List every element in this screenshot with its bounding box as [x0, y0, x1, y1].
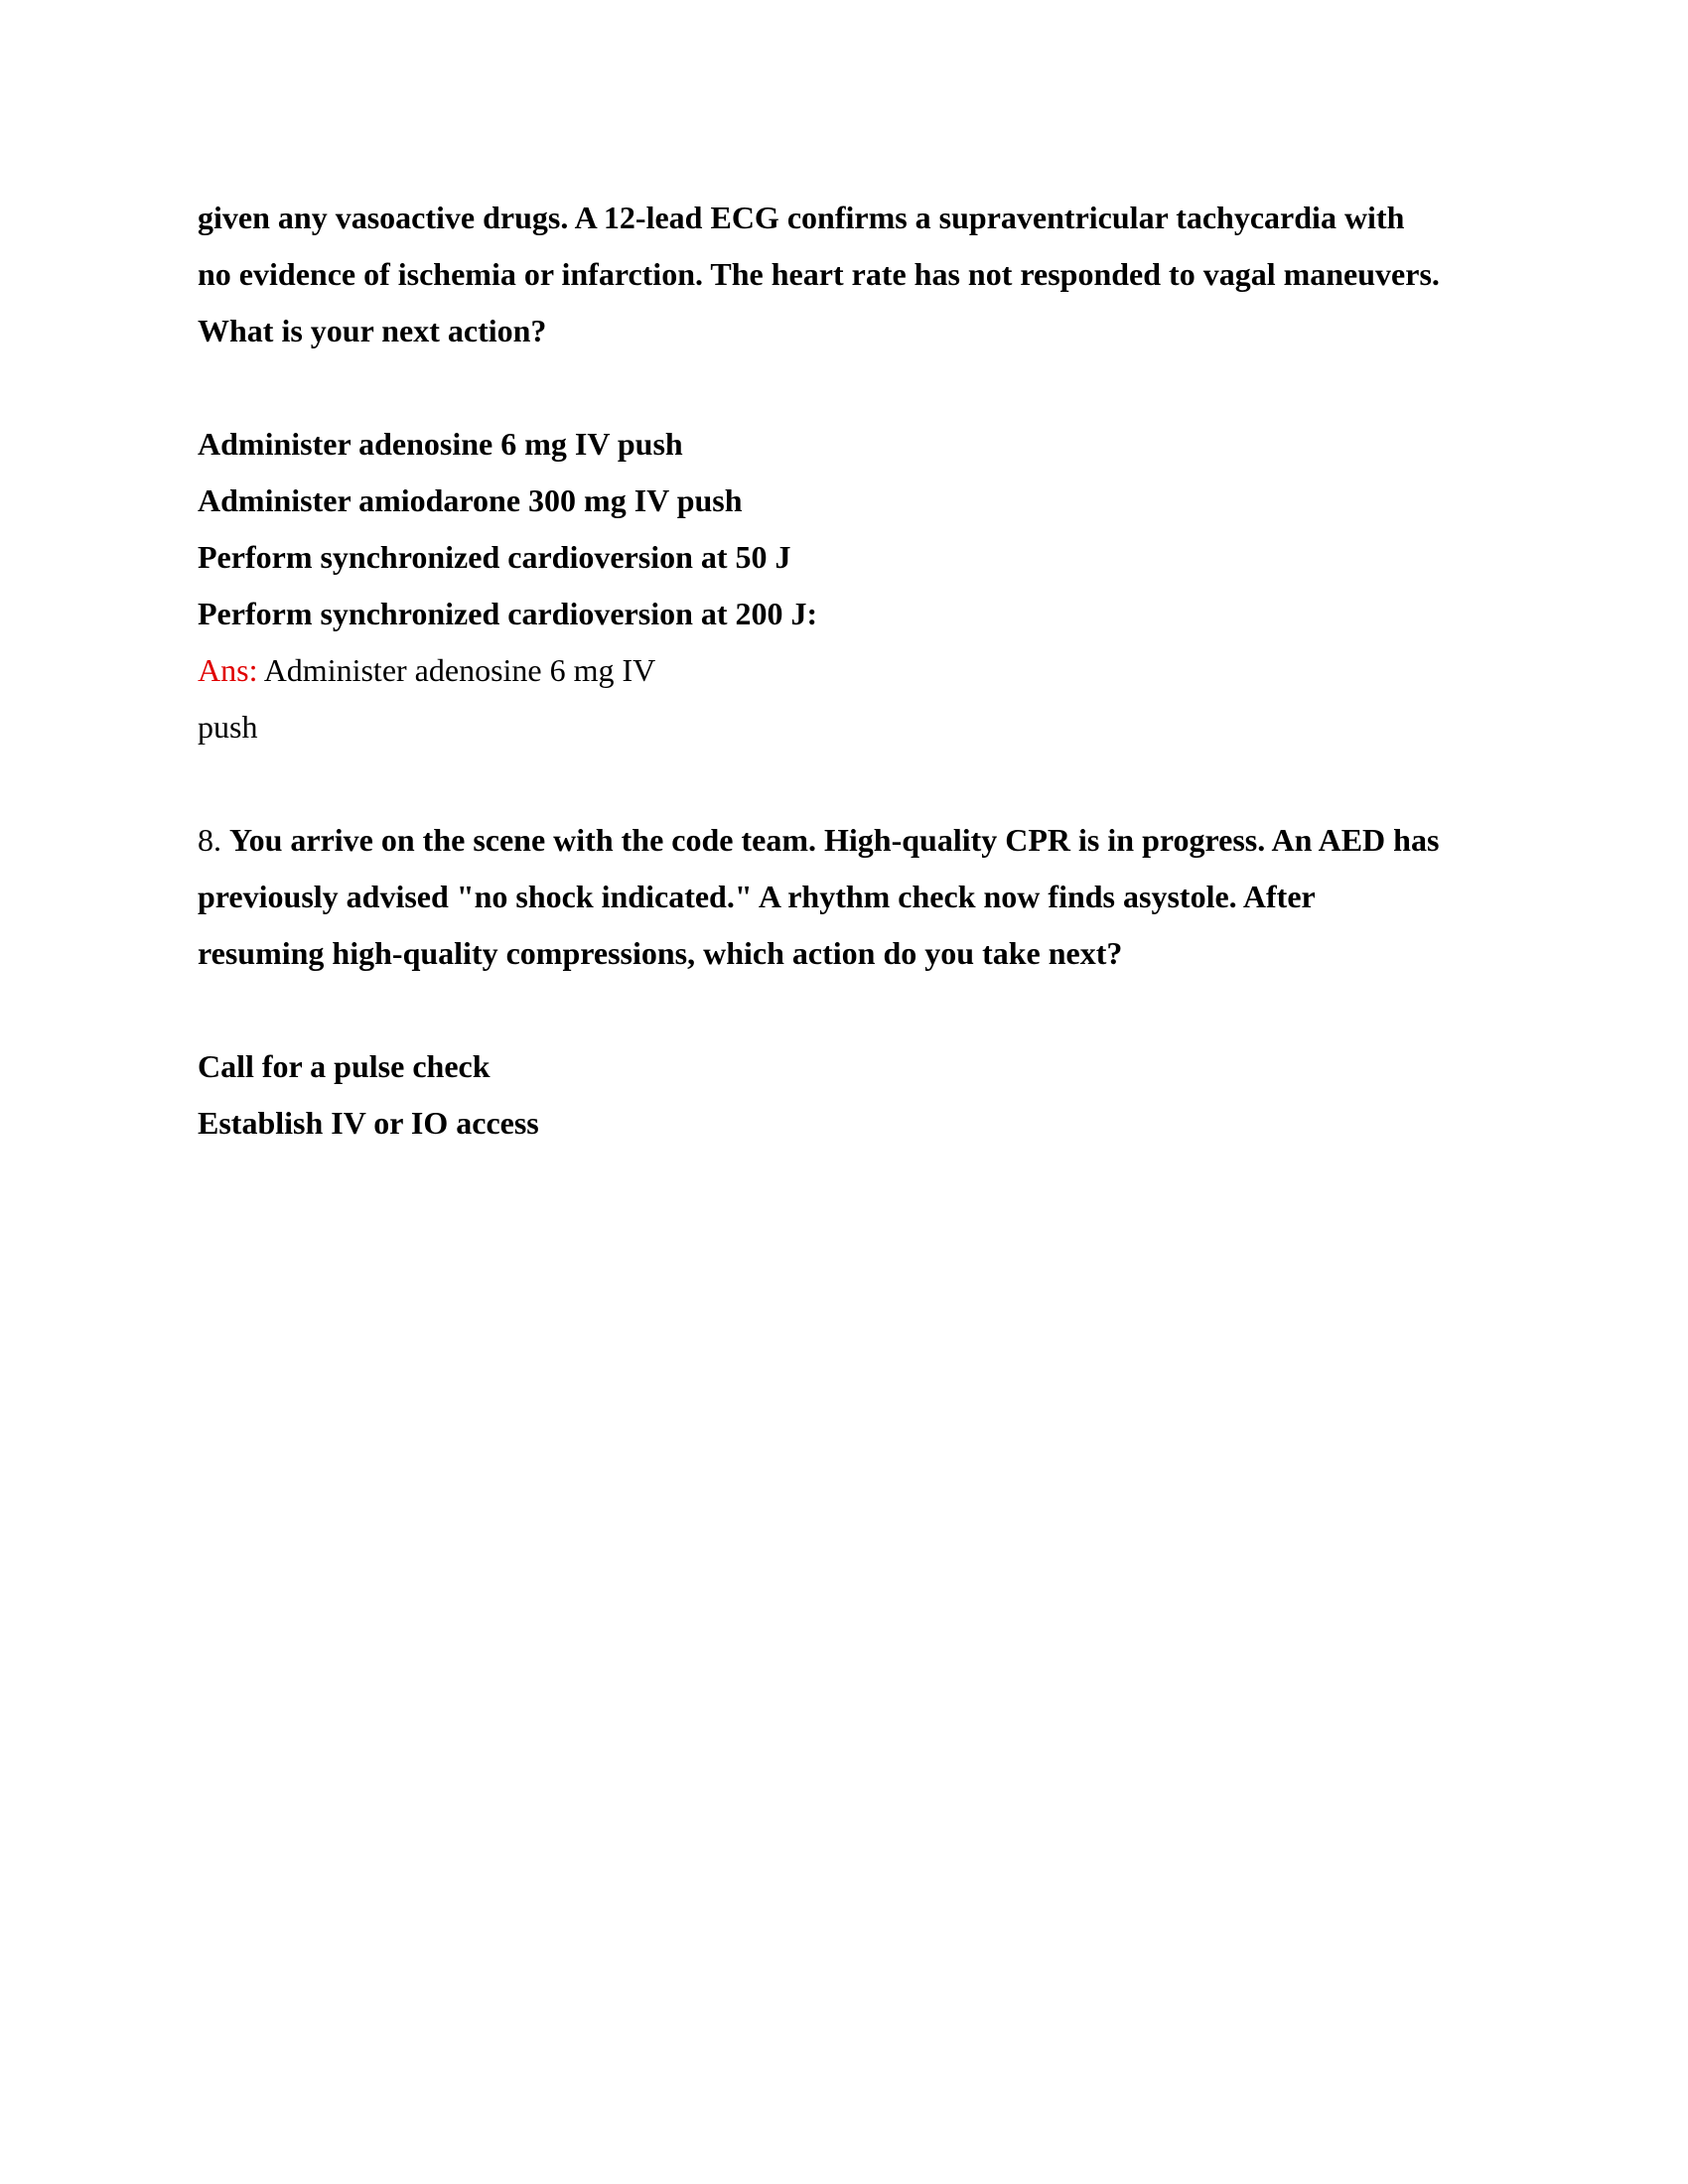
q8-stem-line-2: previously advised "no shock indicated." A rhythm check now finds asystole. After: [198, 879, 1316, 914]
q8-option-b: Establish IV or IO access: [198, 1105, 539, 1141]
q8-stem-first-text: You arrive on the scene with the code team. High-quality CPR is in progress. An AED has: [229, 822, 1440, 858]
q7-stem-line-1: given any vasoactive drugs. A 12-lead ECG confirms a supraventricular tachycardia with: [198, 200, 1405, 235]
q8-stem-line-1: [198, 820, 1439, 860]
q7-stem-line-3: What is your next action?: [198, 313, 547, 348]
q7-option-c: Perform synchronized cardioversion at 50 J: [198, 539, 791, 575]
answer-label: Ans:: [198, 652, 258, 688]
q7-answer-continuation: push: [198, 709, 258, 745]
q8-stem-line-3: resuming high-quality compressions, which action do you take next?: [198, 935, 1123, 971]
q7-stem-line-2: no evidence of ischemia or infarction. The heart rate has not responded to vagal maneuvers.: [198, 256, 1440, 292]
q7-answer-line: [198, 650, 655, 690]
q8-number: 8.: [198, 822, 221, 858]
q7-option-a: Administer adenosine 6 mg IV push: [198, 426, 683, 462]
q8-option-a: Call for a pulse check: [198, 1048, 491, 1084]
answer-text: Administer adenosine 6 mg IV: [263, 652, 656, 688]
q7-option-b: Administer amiodarone 300 mg IV push: [198, 482, 743, 518]
q7-option-d: Perform synchronized cardioversion at 200 J:: [198, 596, 818, 631]
